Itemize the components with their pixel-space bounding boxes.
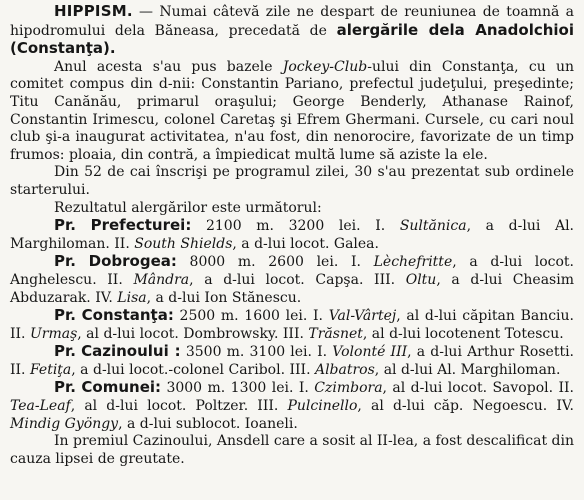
race-result-prefecturei [10, 217, 574, 253]
race-result-constanta [10, 307, 574, 343]
jockey-club-paragraph [10, 59, 574, 165]
horse-name: Tea-Leaf [10, 398, 71, 415]
horse-name: Volonté III [332, 344, 408, 361]
race-text: 8000 m. 2600 lei. I. [176, 254, 374, 271]
race-text: , a d-lui Cheasim Abduzarak. IV. [10, 271, 574, 306]
jockey-club-name: Jockey-Club [282, 58, 368, 75]
race-result-dobrogea [10, 253, 574, 307]
race-name: Cazinoului : [81, 342, 181, 361]
race-name: Prefecturei: [90, 216, 192, 235]
jockey-club-text-a: Anul acesta s'au pus bazele [54, 58, 283, 75]
race-name: Comunei: [81, 378, 162, 397]
race-text: 2100 m. 3200 lei. I. [191, 218, 400, 235]
race-name: Dobrogea: [88, 252, 177, 271]
horse-name: Sultănica [399, 218, 467, 235]
heading-dash: — [132, 4, 160, 20]
disqualification-paragraph: In premiul Cazinoului, Ansdell care a sosit al II-lea, a fost descalificat din cauza lipsei de greutate. [10, 433, 574, 467]
race-text: , a d-lui Al. Marghiloman. II. [10, 218, 574, 252]
horse-name: Urmaş [29, 325, 78, 342]
race-prefix: Pr. [54, 342, 76, 361]
race-name: Constanţa: [81, 306, 174, 325]
race-text: , al d-lui locot. Savopol. II. [382, 380, 575, 397]
horse-name: Lisa [117, 289, 147, 306]
horse-name: Val-Vârtej [328, 308, 397, 325]
race-prefix: Pr. [54, 252, 76, 271]
race-text: , al d-lui Al. Marghiloman. [374, 361, 561, 378]
race-prefix: Pr. [54, 306, 76, 325]
section-heading: HIPPISM. [54, 2, 133, 20]
race-text: , a d-lui locot. Anghelescu. II. [10, 254, 574, 288]
race-text: 2500 m. 1600 lei. I. [173, 308, 329, 325]
entries-paragraph: Din 52 de cai înscrişi pe programul zilei, 30 s'au prezentat sub ordinele starterului. [10, 164, 574, 198]
race-text: , a d-lui locot. Galea. [232, 235, 379, 252]
race-text: , al d-lui căpitan Banciu. II. [10, 308, 575, 342]
race-text: , a d-lui sublocot. Ioaneli. [118, 415, 298, 432]
horse-name: Oltu [405, 271, 437, 288]
horse-name: Albatros [314, 361, 375, 378]
race-text: , a d-lui locot. Capşa. III. [189, 271, 406, 288]
race-result-comunei [10, 379, 574, 433]
horse-name: Pulcinello [287, 398, 358, 415]
jockey-club-text-b: -ului din Constanţa, cu un comitet compus din d-nii: Constantin Pariano, prefectul judeţului, preşedinte; Titu Canănău, primarul oraşului; George Benderly, Athanase Rainof, Constantin Irimescu, colonel Caretaş şi Efrem Ghermani. Cursele, cu cari noul club şi-a inaugurat activitatea, n'au fost, din nenorocire, favorizate de un timp frumos: ploaia, din contră, a împiedicat multă lume să aziste la ele. [10, 58, 574, 163]
race-result-cazinoului [10, 343, 574, 379]
horse-name: Mândra [133, 271, 190, 288]
horse-name: Fetiţa [29, 361, 72, 378]
race-text: , a d-lui locot.-colonel Caribol. III. [71, 361, 315, 378]
race-text: , al d-lui căp. Negoescu. IV. [357, 398, 574, 415]
intro-bold-title: alergările dela Anadolchioi (Constanţa). [10, 20, 575, 58]
intro-text: Numai câtevă zile ne despart de reuniunea de toamnă a hipodromului dela Băneasa, precedată de [10, 4, 574, 39]
race-text: , a d-lui Ion Stănescu. [146, 289, 302, 306]
horse-name: Czimbora [314, 380, 383, 397]
horse-name: Lèchefritte [373, 254, 453, 271]
horse-name: South Shields [134, 235, 233, 252]
horse-name: Trăsnet [308, 325, 363, 342]
race-prefix: Pr. [54, 378, 76, 397]
race-prefix: Pr. [54, 216, 76, 235]
results-intro-paragraph: Rezultatul alergărilor este următorul: [54, 199, 322, 216]
intro-paragraph [10, 3, 574, 59]
race-text: 3500 m. 3100 lei. I. [180, 344, 333, 361]
race-text: , a d-lui Arthur Rosetti. II. [10, 344, 575, 378]
race-text: , al d-lui locotenent Totescu. [362, 325, 564, 342]
race-text: , al d-lui locot. Poltzer. III. [70, 398, 288, 415]
race-text: 3000 m. 1300 lei. I. [161, 380, 315, 397]
race-text: , al d-lui locot. Dombrowsky. III. [77, 325, 309, 342]
horse-name: Mindig Gyöngy [10, 415, 119, 432]
